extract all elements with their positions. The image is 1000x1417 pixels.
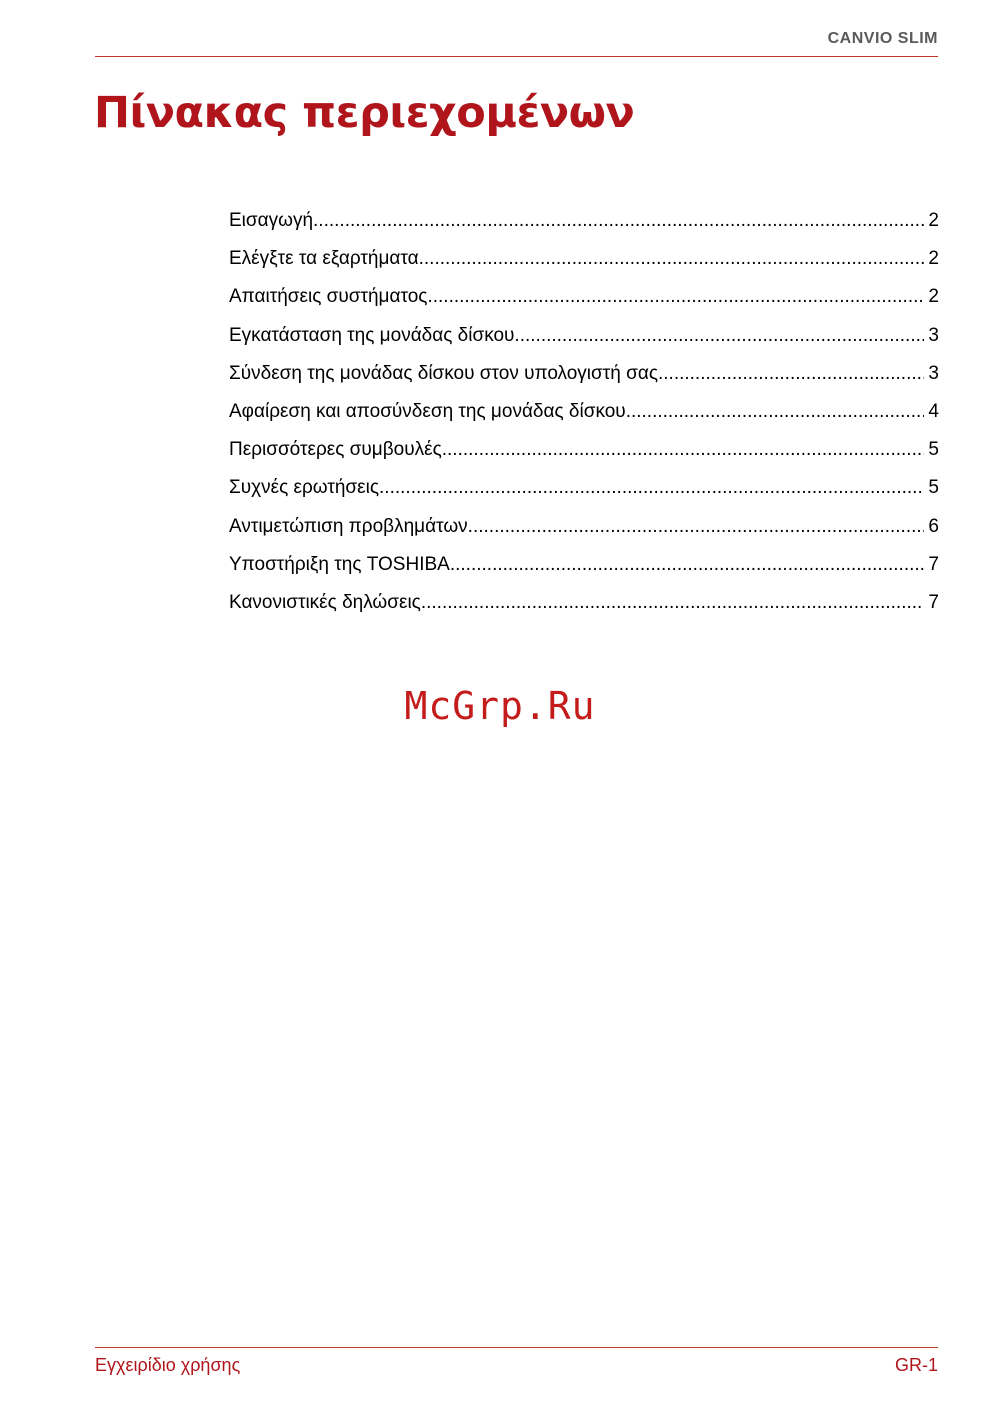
toc-page-number: 5: [928, 439, 939, 461]
toc-page-number: 2: [928, 210, 939, 231]
toc-dot-leader: [313, 210, 924, 232]
toc-entry-text: Ελέγξτε τα εξαρτήματα: [229, 248, 419, 270]
toc-entry-regulatory-statements[interactable]: [229, 592, 939, 630]
toc-dot-leader: [450, 554, 925, 576]
table-of-contents: [229, 210, 939, 630]
toc-page-number: 6: [928, 515, 939, 537]
toc-page-number: 7: [928, 591, 939, 613]
header-divider: [95, 56, 938, 57]
toc-entry-introduction[interactable]: [229, 210, 939, 248]
toc-dot-leader: [379, 477, 924, 499]
toc-entry-text: Κανονιστικές δηλώσεις: [229, 591, 421, 613]
toc-entry-removing-drive[interactable]: [229, 401, 939, 439]
toc-entry-more-tips[interactable]: [229, 439, 939, 477]
toc-dot-leader: [421, 592, 925, 614]
toc-page-number: 2: [928, 248, 939, 270]
toc-page-number: 3: [928, 324, 939, 346]
toc-entry-installing-drive[interactable]: [229, 325, 939, 363]
toc-page-number: 4: [928, 400, 939, 422]
toc-entry-troubleshooting[interactable]: [229, 516, 939, 554]
toc-page-number: 5: [928, 477, 939, 499]
watermark: McGrp.Ru: [404, 684, 596, 728]
toc-entry-text: Σύνδεση της μονάδας δίσκου στον υπολογιστή σας: [229, 362, 658, 384]
toc-entry-faq[interactable]: [229, 477, 939, 515]
toc-dot-leader: [442, 439, 925, 461]
page-title: Πίνακας περιεχομένων: [94, 88, 635, 138]
toc-entry-text: Εισαγωγή: [229, 210, 314, 231]
toc-entry-connecting-drive[interactable]: [229, 363, 939, 401]
footer-divider: [95, 1347, 938, 1348]
toc-page-number: 7: [928, 553, 939, 575]
footer-manual-name: Εγχειρίδιο χρήσης: [95, 1355, 241, 1375]
footer-page-number: GR-1: [894, 1355, 938, 1375]
toc-dot-leader: [626, 401, 925, 423]
toc-page-number: 2: [928, 286, 939, 308]
toc-dot-leader: [419, 248, 925, 270]
toc-entry-system-requirements[interactable]: [229, 286, 939, 324]
toc-entry-text: Απαιτήσεις συστήματος: [229, 286, 428, 308]
toc-entry-text: Υποστήριξη της TOSHIBA: [229, 553, 450, 575]
toc-entry-text: Περισσότερες συμβουλές: [229, 439, 442, 461]
toc-entry-toshiba-support[interactable]: [229, 554, 939, 592]
toc-entry-text: Εγκατάσταση της μονάδας δίσκου: [229, 324, 515, 346]
toc-dot-leader: [514, 325, 924, 347]
toc-page-number: 3: [928, 362, 939, 384]
header-product-name: CANVIO SLIM: [827, 30, 938, 47]
toc-entry-text: Αντιμετώπιση προβλημάτων: [229, 515, 468, 537]
toc-dot-leader: [468, 516, 925, 538]
toc-entry-text: Συχνές ερωτήσεις: [229, 477, 380, 499]
toc-entry-text: Αφαίρεση και αποσύνδεση της μονάδας δίσκου: [229, 400, 626, 422]
toc-dot-leader: [658, 363, 924, 385]
toc-entry-check-components[interactable]: [229, 248, 939, 286]
toc-dot-leader: [427, 286, 924, 308]
